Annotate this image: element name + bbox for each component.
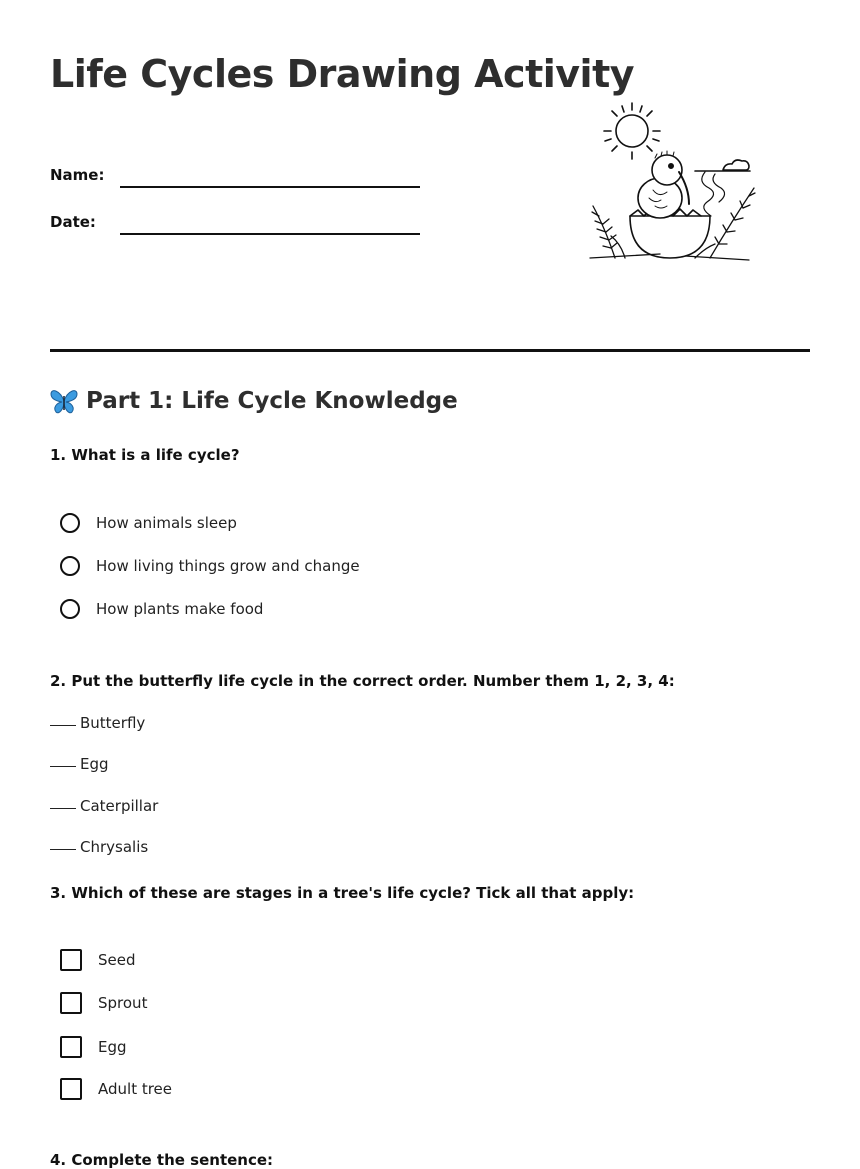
- kiwi-bird-hatching-icon: [585, 98, 760, 266]
- q1-option-label: How plants make food: [96, 600, 264, 618]
- q3-option-label: Adult tree: [98, 1080, 173, 1098]
- radio-button[interactable]: [60, 513, 80, 533]
- q3-option[interactable]: [60, 948, 136, 972]
- q2-item-label: Chrysalis: [80, 838, 149, 856]
- butterfly-icon: [50, 388, 78, 414]
- question-2: 2. Put the butterfly life cycle in the correct order. Number them 1, 2, 3, 4:: [50, 672, 675, 690]
- q2-order-item[interactable]: [50, 797, 158, 815]
- q1-option-label: How living things grow and change: [96, 557, 360, 575]
- part1-heading: [50, 388, 458, 414]
- checkbox[interactable]: [60, 1036, 82, 1058]
- name-line[interactable]: [120, 186, 420, 188]
- date-line[interactable]: [120, 233, 420, 235]
- q3-option[interactable]: [60, 991, 147, 1015]
- checkbox[interactable]: [60, 949, 82, 971]
- section-divider: [50, 349, 810, 352]
- q3-option-label: Egg: [98, 1038, 127, 1056]
- q2-item-label: Egg: [80, 755, 109, 773]
- q3-option-label: Seed: [98, 951, 136, 969]
- checkbox[interactable]: [60, 992, 82, 1014]
- q1-option[interactable]: [60, 511, 237, 535]
- question-3: 3. Which of these are stages in a tree's life cycle? Tick all that apply:: [50, 884, 635, 902]
- q1-option-label: How animals sleep: [96, 514, 237, 532]
- number-blank[interactable]: [50, 849, 76, 850]
- name-field[interactable]: [50, 166, 420, 196]
- part1-heading-text: Part 1: Life Cycle Knowledge: [86, 388, 458, 414]
- question-1: 1. What is a life cycle?: [50, 446, 240, 464]
- sun-icon: [604, 103, 660, 159]
- q2-item-label: Caterpillar: [80, 797, 159, 815]
- q3-option[interactable]: [60, 1077, 172, 1101]
- q1-option[interactable]: [60, 554, 360, 578]
- number-blank[interactable]: [50, 808, 76, 809]
- q2-order-item[interactable]: [50, 838, 148, 856]
- number-blank[interactable]: [50, 725, 76, 726]
- radio-button[interactable]: [60, 556, 80, 576]
- q1-option[interactable]: [60, 597, 263, 621]
- q2-order-item[interactable]: [50, 755, 109, 773]
- radio-button[interactable]: [60, 599, 80, 619]
- checkbox[interactable]: [60, 1078, 82, 1100]
- worksheet-title: Life Cycles Drawing Activity: [50, 52, 634, 96]
- number-blank[interactable]: [50, 766, 76, 767]
- name-label: Name:: [50, 166, 105, 184]
- q2-item-label: Butterfly: [80, 714, 146, 732]
- question-4: 4. Complete the sentence:: [50, 1151, 274, 1169]
- q3-option[interactable]: [60, 1035, 127, 1059]
- date-label: Date:: [50, 213, 96, 231]
- q3-option-label: Sprout: [98, 994, 148, 1012]
- q2-order-item[interactable]: [50, 714, 145, 732]
- date-field[interactable]: [50, 213, 420, 243]
